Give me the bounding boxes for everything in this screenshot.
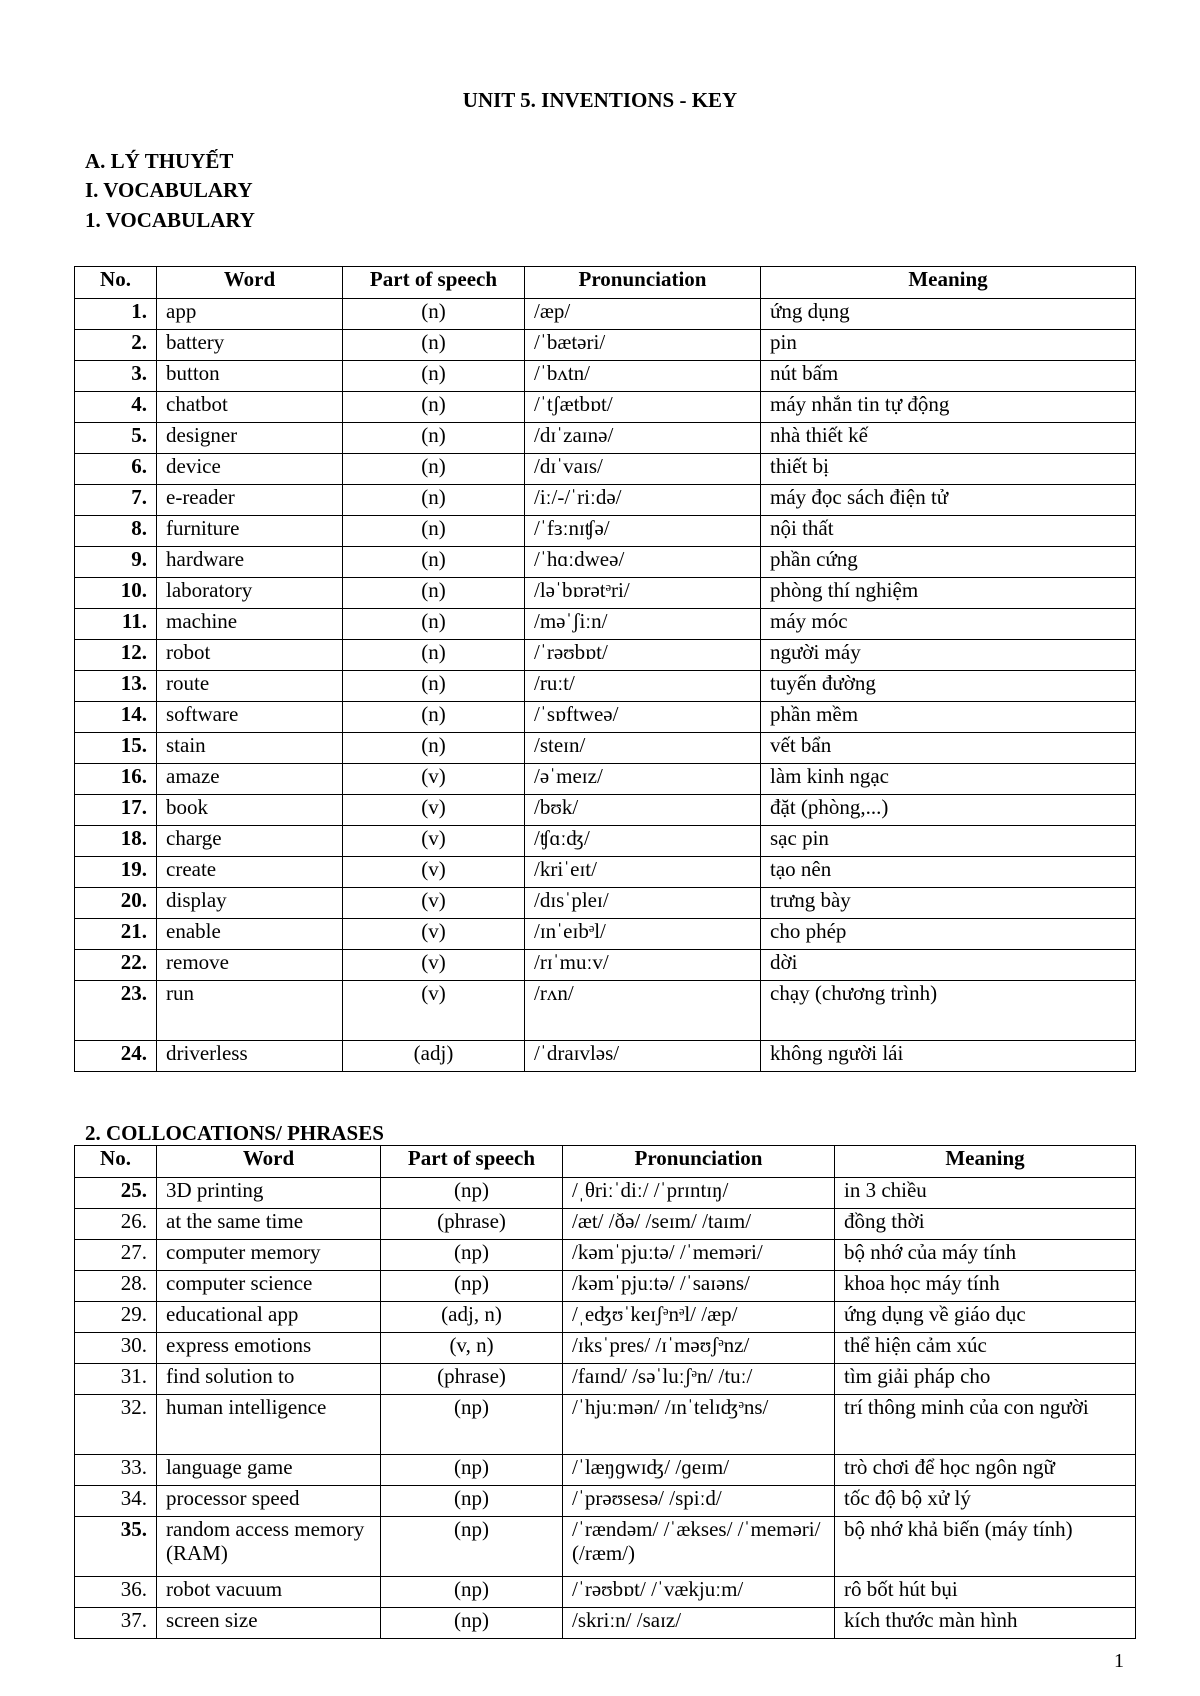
header-word: Word [157,1146,381,1178]
table-row [75,733,1136,764]
cell-word: charge [157,826,343,857]
cell-pronunciation: /ˌeʤʊˈkeɪʃᵊnᵊl/ /æp/ [563,1302,835,1333]
cell-part-of-speech: (v) [343,950,525,981]
cell-part-of-speech: (n) [343,671,525,702]
table-row [75,1364,1136,1395]
header-pronunciation: Pronunciation [525,267,761,299]
cell-pronunciation: /steɪn/ [525,733,761,764]
cell-part-of-speech: (v) [343,826,525,857]
table-row [75,1041,1136,1072]
cell-number: 34. [75,1486,157,1517]
cell-number: 17. [75,795,157,826]
cell-pronunciation: /ɪnˈeɪbᵊl/ [525,919,761,950]
cell-meaning: chạy (chương trình) [761,981,1136,1041]
cell-word: laboratory [157,578,343,609]
cell-number: 6. [75,454,157,485]
cell-number: 37. [75,1608,157,1639]
table-row [75,330,1136,361]
cell-pronunciation: /dɪˈzaɪnə/ [525,423,761,454]
cell-number: 22. [75,950,157,981]
cell-number: 25. [75,1178,157,1209]
table-row [75,1608,1136,1639]
cell-part-of-speech: (np) [381,1455,563,1486]
table-row [75,671,1136,702]
cell-meaning: làm kinh ngạc [761,764,1136,795]
cell-word: remove [157,950,343,981]
cell-part-of-speech: (n) [343,640,525,671]
cell-part-of-speech: (v) [343,981,525,1041]
cell-meaning: nội thất [761,516,1136,547]
table-row [75,764,1136,795]
table-row [75,1517,1136,1577]
table-row [75,857,1136,888]
cell-meaning: cho phép [761,919,1136,950]
cell-part-of-speech: (adj, n) [381,1302,563,1333]
cell-part-of-speech: (np) [381,1517,563,1577]
cell-number: 4. [75,392,157,423]
table-row [75,578,1136,609]
cell-number: 24. [75,1041,157,1072]
cell-pronunciation: /ˈfɜːnɪʧə/ [525,516,761,547]
cell-pronunciation: /ˈprəʊsesə/ /spiːd/ [563,1486,835,1517]
cell-number: 2. [75,330,157,361]
cell-word: software [157,702,343,733]
cell-pronunciation: /rɪˈmuːv/ [525,950,761,981]
cell-number: 27. [75,1240,157,1271]
cell-part-of-speech: (v) [343,888,525,919]
cell-pronunciation: /ruːt/ [525,671,761,702]
cell-meaning: nút bấm [761,361,1136,392]
cell-number: 26. [75,1209,157,1240]
cell-part-of-speech: (n) [343,330,525,361]
cell-number: 20. [75,888,157,919]
collocations-table [74,1145,1136,1639]
cell-pronunciation: /ˈtʃætbɒt/ [525,392,761,423]
cell-word: app [157,299,343,330]
cell-meaning: phần cứng [761,547,1136,578]
cell-meaning: thể hiện cảm xúc [835,1333,1136,1364]
cell-part-of-speech: (n) [343,547,525,578]
table-row [75,795,1136,826]
cell-meaning: pin [761,330,1136,361]
cell-word: e-reader [157,485,343,516]
cell-pronunciation: /kəmˈpjuːtə/ /ˈmeməri/ [563,1240,835,1271]
cell-meaning: tuyến đường [761,671,1136,702]
table-row [75,1302,1136,1333]
cell-meaning: tạo nên [761,857,1136,888]
cell-pronunciation: /ˈsɒftweə/ [525,702,761,733]
subsection-heading-vocabulary: 1. VOCABULARY [85,208,255,232]
table-row [75,1240,1136,1271]
cell-part-of-speech: (n) [343,609,525,640]
table-header-row [75,1146,1136,1178]
cell-number: 29. [75,1302,157,1333]
cell-meaning: đặt (phòng,...) [761,795,1136,826]
cell-part-of-speech: (n) [343,454,525,485]
cell-part-of-speech: (np) [381,1178,563,1209]
table-row [75,640,1136,671]
cell-pronunciation: /ˈhɑːdweə/ [525,547,761,578]
table-row [75,1271,1136,1302]
cell-part-of-speech: (v, n) [381,1333,563,1364]
cell-pronunciation: /skriːn/ /saɪz/ [563,1608,835,1639]
cell-meaning: tìm giải pháp cho [835,1364,1136,1395]
cell-pronunciation: /ɪksˈpres/ /ɪˈməʊʃᵊnz/ [563,1333,835,1364]
cell-word: hardware [157,547,343,578]
table-row [75,547,1136,578]
cell-number: 18. [75,826,157,857]
cell-word: create [157,857,343,888]
cell-word: at the same time [157,1209,381,1240]
header-no: No. [75,267,157,299]
cell-word: device [157,454,343,485]
header-pronunciation: Pronunciation [563,1146,835,1178]
cell-number: 16. [75,764,157,795]
cell-pronunciation: /kəmˈpjuːtə/ /ˈsaɪəns/ [563,1271,835,1302]
table-row [75,1333,1136,1364]
cell-word: robot [157,640,343,671]
cell-number: 19. [75,857,157,888]
cell-part-of-speech: (n) [343,361,525,392]
cell-pronunciation: /ˈrəʊbɒt/ /ˈvækjuːm/ [563,1577,835,1608]
cell-pronunciation: /əˈmeɪz/ [525,764,761,795]
cell-meaning: sạc pin [761,826,1136,857]
cell-meaning: phòng thí nghiệm [761,578,1136,609]
cell-number: 13. [75,671,157,702]
cell-pronunciation: /dɪsˈpleɪ/ [525,888,761,919]
cell-part-of-speech: (n) [343,485,525,516]
cell-word: computer science [157,1271,381,1302]
cell-part-of-speech: (n) [343,423,525,454]
table-header-row [75,267,1136,299]
cell-word: 3D printing [157,1178,381,1209]
cell-word: driverless [157,1041,343,1072]
cell-pronunciation: /kriˈeɪt/ [525,857,761,888]
table-row [75,1178,1136,1209]
cell-pronunciation: /bʊk/ [525,795,761,826]
cell-word: educational app [157,1302,381,1333]
cell-word: furniture [157,516,343,547]
cell-word: chatbot [157,392,343,423]
cell-pronunciation: /ˈhjuːmən/ /ɪnˈtelɪʤᵊns/ [563,1395,835,1455]
cell-meaning: nhà thiết kế [761,423,1136,454]
header-meaning: Meaning [761,267,1136,299]
cell-number: 31. [75,1364,157,1395]
cell-number: 8. [75,516,157,547]
cell-meaning: bộ nhớ của máy tính [835,1240,1136,1271]
subsection-heading-collocations: 2. COLLOCATIONS/ PHRASES [85,1121,384,1145]
table-row [75,609,1136,640]
cell-meaning: in 3 chiều [835,1178,1136,1209]
cell-number: 5. [75,423,157,454]
cell-pronunciation: /məˈʃiːn/ [525,609,761,640]
page-number: 1 [1114,1650,1124,1672]
cell-pronunciation: /rʌn/ [525,981,761,1041]
cell-word: computer memory [157,1240,381,1271]
cell-pronunciation: /ˌθriːˈdiː/ /ˈprɪntɪŋ/ [563,1178,835,1209]
cell-number: 21. [75,919,157,950]
table-row [75,454,1136,485]
table-row [75,981,1136,1041]
section-heading-vocabulary: I. VOCABULARY [85,178,253,202]
cell-word: book [157,795,343,826]
cell-meaning: vết bẩn [761,733,1136,764]
cell-meaning: tốc độ bộ xử lý [835,1486,1136,1517]
cell-meaning: rô bốt hút bụi [835,1577,1136,1608]
cell-word: express emotions [157,1333,381,1364]
cell-meaning: người máy [761,640,1136,671]
cell-part-of-speech: (np) [381,1271,563,1302]
cell-word: human intelligence [157,1395,381,1455]
table-row [75,1577,1136,1608]
table-row [75,950,1136,981]
cell-part-of-speech: (n) [343,702,525,733]
cell-part-of-speech: (np) [381,1395,563,1455]
cell-pronunciation: /ˈlæŋɡwɪʤ/ /ɡeɪm/ [563,1455,835,1486]
cell-part-of-speech: (adj) [343,1041,525,1072]
section-heading-theory: A. LÝ THUYẾT [85,149,234,173]
table-row [75,1486,1136,1517]
cell-word: enable [157,919,343,950]
cell-number: 9. [75,547,157,578]
cell-pronunciation: /ˈrəʊbɒt/ [525,640,761,671]
cell-meaning: máy móc [761,609,1136,640]
header-no: No. [75,1146,157,1178]
header-word: Word [157,267,343,299]
cell-pronunciation: /æp/ [525,299,761,330]
cell-number: 7. [75,485,157,516]
cell-pronunciation: /ləˈbɒrətᵊri/ [525,578,761,609]
cell-word: robot vacuum [157,1577,381,1608]
cell-number: 23. [75,981,157,1041]
table-row [75,1209,1136,1240]
cell-word: stain [157,733,343,764]
cell-number: 30. [75,1333,157,1364]
cell-word: find solution to [157,1364,381,1395]
cell-part-of-speech: (np) [381,1486,563,1517]
cell-word: screen size [157,1608,381,1639]
cell-number: 33. [75,1455,157,1486]
cell-part-of-speech: (v) [343,919,525,950]
table-row [75,392,1136,423]
cell-meaning: đồng thời [835,1209,1136,1240]
cell-part-of-speech: (v) [343,795,525,826]
cell-meaning: máy nhắn tin tự động [761,392,1136,423]
table-row [75,919,1136,950]
cell-part-of-speech: (n) [343,392,525,423]
cell-number: 35. [75,1517,157,1577]
cell-meaning: trò chơi để học ngôn ngữ [835,1455,1136,1486]
cell-number: 12. [75,640,157,671]
cell-part-of-speech: (phrase) [381,1209,563,1240]
table-row [75,826,1136,857]
table-row [75,423,1136,454]
cell-part-of-speech: (v) [343,857,525,888]
cell-number: 36. [75,1577,157,1608]
cell-pronunciation: /ˈdraɪvləs/ [525,1041,761,1072]
cell-number: 15. [75,733,157,764]
header-part-of-speech: Part of speech [343,267,525,299]
cell-number: 1. [75,299,157,330]
cell-part-of-speech: (v) [343,764,525,795]
cell-pronunciation: /ʧɑːʤ/ [525,826,761,857]
cell-meaning: trí thông minh của con người [835,1395,1136,1455]
cell-meaning: không người lái [761,1041,1136,1072]
cell-meaning: thiết bị [761,454,1136,485]
table-row [75,1395,1136,1455]
cell-meaning: phần mềm [761,702,1136,733]
table-row [75,702,1136,733]
cell-pronunciation: /ˈrændəm/ /ˈækses/ /ˈmeməri/ (/ræm/) [563,1517,835,1577]
cell-meaning: ứng dụng về giáo dục [835,1302,1136,1333]
table-row [75,485,1136,516]
table-row [75,1455,1136,1486]
cell-number: 14. [75,702,157,733]
cell-pronunciation: /dɪˈvaɪs/ [525,454,761,485]
cell-number: 32. [75,1395,157,1455]
cell-part-of-speech: (n) [343,733,525,764]
cell-word: machine [157,609,343,640]
cell-word: designer [157,423,343,454]
cell-word: button [157,361,343,392]
cell-number: 10. [75,578,157,609]
header-meaning: Meaning [835,1146,1136,1178]
cell-meaning: dời [761,950,1136,981]
cell-pronunciation: /iː/-/ˈriːdə/ [525,485,761,516]
vocabulary-table [74,266,1136,1072]
cell-word: processor speed [157,1486,381,1517]
table-row [75,888,1136,919]
cell-pronunciation: /ˈbætəri/ [525,330,761,361]
cell-word: route [157,671,343,702]
page-title: UNIT 5. INVENTIONS - KEY [462,88,738,112]
cell-part-of-speech: (n) [343,578,525,609]
cell-pronunciation: /ˈbʌtn/ [525,361,761,392]
header-part-of-speech: Part of speech [381,1146,563,1178]
cell-meaning: khoa học máy tính [835,1271,1136,1302]
cell-word: amaze [157,764,343,795]
cell-pronunciation: /faɪnd/ /səˈluːʃᵊn/ /tuː/ [563,1364,835,1395]
cell-meaning: máy đọc sách điện tử [761,485,1136,516]
table-row [75,361,1136,392]
cell-number: 11. [75,609,157,640]
cell-word: display [157,888,343,919]
cell-number: 3. [75,361,157,392]
cell-meaning: trưng bày [761,888,1136,919]
cell-meaning: bộ nhớ khả biến (máy tính) [835,1517,1136,1577]
table-row [75,299,1136,330]
cell-word: language game [157,1455,381,1486]
cell-number: 28. [75,1271,157,1302]
cell-part-of-speech: (np) [381,1240,563,1271]
cell-part-of-speech: (np) [381,1577,563,1608]
cell-part-of-speech: (np) [381,1608,563,1639]
cell-part-of-speech: (phrase) [381,1364,563,1395]
cell-meaning: kích thước màn hình [835,1608,1136,1639]
cell-pronunciation: /æt/ /ðə/ /seɪm/ /taɪm/ [563,1209,835,1240]
cell-part-of-speech: (n) [343,516,525,547]
cell-part-of-speech: (n) [343,299,525,330]
table-row [75,516,1136,547]
cell-meaning: ứng dụng [761,299,1136,330]
cell-word: run [157,981,343,1041]
cell-word: random access memory (RAM) [157,1517,381,1577]
cell-word: battery [157,330,343,361]
